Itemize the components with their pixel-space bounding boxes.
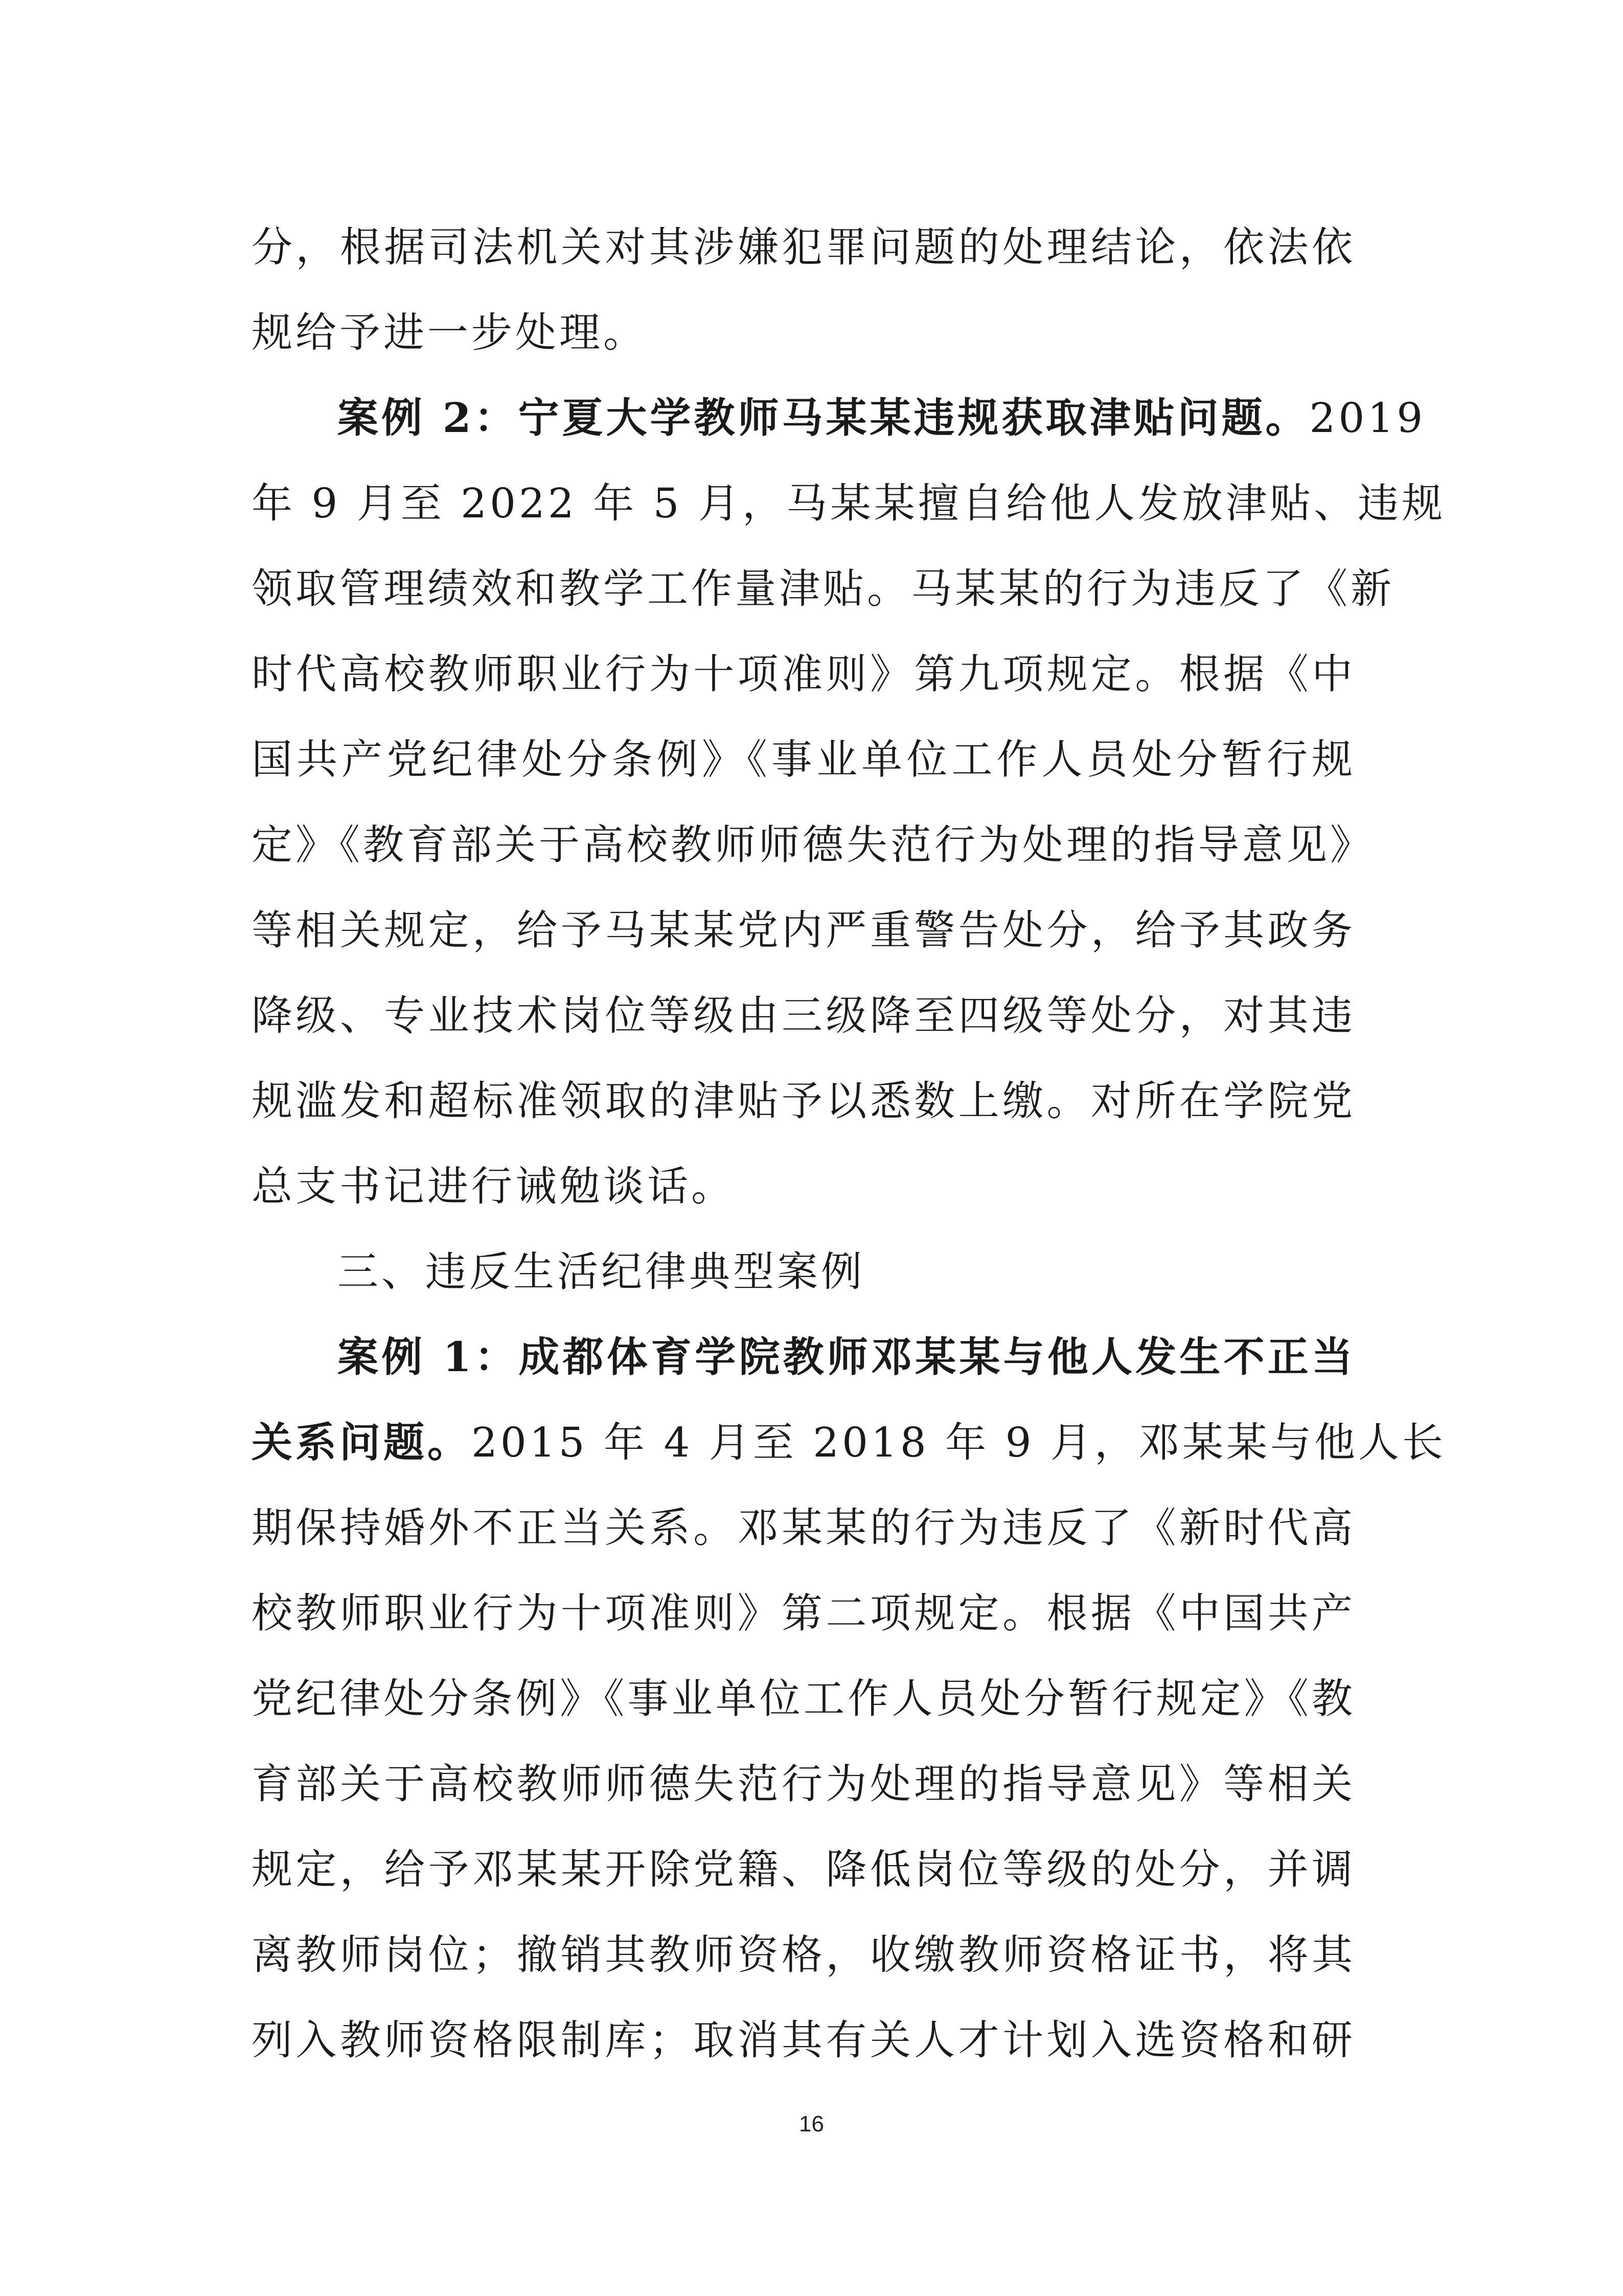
- text-segment: 定》《教育部关于高校教师师德失范行为处理的指导意见》: [252, 821, 1374, 869]
- text-segment: 降级、专业技术岗位等级由三级降至四级等处分，对其违: [252, 992, 1356, 1039]
- bold-text-segment: 案例 2：宁夏大学教师马某某违规获取津贴问题。: [337, 394, 1310, 442]
- text-line: [252, 1144, 1356, 1229]
- bold-text-segment: 案例 1：成都体育学院教师邓某某与他人发生不正当: [337, 1333, 1356, 1381]
- text-segment: 分，根据司法机关对其涉嫌犯罪问题的处理结论，依法依: [252, 223, 1356, 271]
- text-line: [252, 973, 1356, 1058]
- text-line: [252, 1827, 1356, 1912]
- text-line: [252, 461, 1446, 546]
- text-line: [252, 1485, 1356, 1571]
- text-line: [252, 375, 1426, 461]
- text-segment: 育部关于高校教师师德失范行为处理的指导意见》等相关: [252, 1760, 1356, 1808]
- text-segment: 期保持婚外不正当关系。邓某某的行为违反了《新时代高: [252, 1504, 1356, 1552]
- text-segment: 离教师岗位；撤销其教师资格，收缴教师资格证书，将其: [252, 1931, 1356, 1979]
- text-line: [252, 204, 1356, 290]
- text-segment: 校教师职业行为十项准则》第二项规定。根据《中国共产: [252, 1589, 1356, 1637]
- text-line: [252, 1997, 1356, 2083]
- text-line: [252, 290, 1356, 375]
- text-line: [252, 888, 1356, 973]
- text-line: [252, 1656, 1356, 1741]
- text-line: [252, 1912, 1356, 1997]
- text-segment: 规定，给予邓某某开除党籍、降低岗位等级的处分，并调: [252, 1846, 1356, 1893]
- text-segment: 时代高校教师职业行为十项准则》第九项规定。根据《中: [252, 650, 1356, 698]
- text-line: [252, 1058, 1356, 1144]
- page-number: 16: [799, 2111, 824, 2136]
- text-segment: 等相关规定，给予马某某党内严重警告处分，给予其政务: [252, 906, 1356, 954]
- text-segment: 规给予进一步处理。: [252, 309, 647, 356]
- bold-text-segment: 关系问题。: [252, 1418, 471, 1466]
- text-segment: 党纪律处分条例》《事业单位工作人员处分暂行规定》《教: [252, 1675, 1356, 1722]
- document-body: [252, 204, 1446, 2083]
- text-segment: 三、违反生活纪律典型案例: [337, 1248, 865, 1295]
- text-line: [252, 631, 1356, 717]
- text-segment: 2015 年 4 月至 2018 年 9 月，邓某某与他人长: [471, 1419, 1446, 1466]
- text-segment: 规滥发和超标准领取的津贴予以悉数上缴。对所在学院党: [252, 1077, 1356, 1125]
- text-segment: 列入教师资格限制库；取消其有关人才计划入选资格和研: [252, 2016, 1356, 2064]
- text-line: [252, 1229, 1356, 1314]
- text-line: [252, 717, 1356, 802]
- text-line: [252, 1571, 1356, 1656]
- text-segment: 2019: [1309, 394, 1426, 442]
- text-line: [252, 802, 1374, 888]
- text-line: [252, 1741, 1356, 1827]
- text-line: [252, 1314, 1356, 1400]
- text-line: [252, 1400, 1446, 1485]
- text-segment: 总支书记进行诫勉谈话。: [252, 1163, 735, 1210]
- text-segment: 国共产党纪律处分条例》《事业单位工作人员处分暂行规: [252, 736, 1356, 783]
- text-line: [252, 546, 1395, 631]
- text-segment: 领取管理绩效和教学工作量津贴。马某某的行为违反了《新: [252, 565, 1395, 612]
- text-segment: 年 9 月至 2022 年 5 月，马某某擅自给他人发放津贴、违规: [252, 480, 1446, 527]
